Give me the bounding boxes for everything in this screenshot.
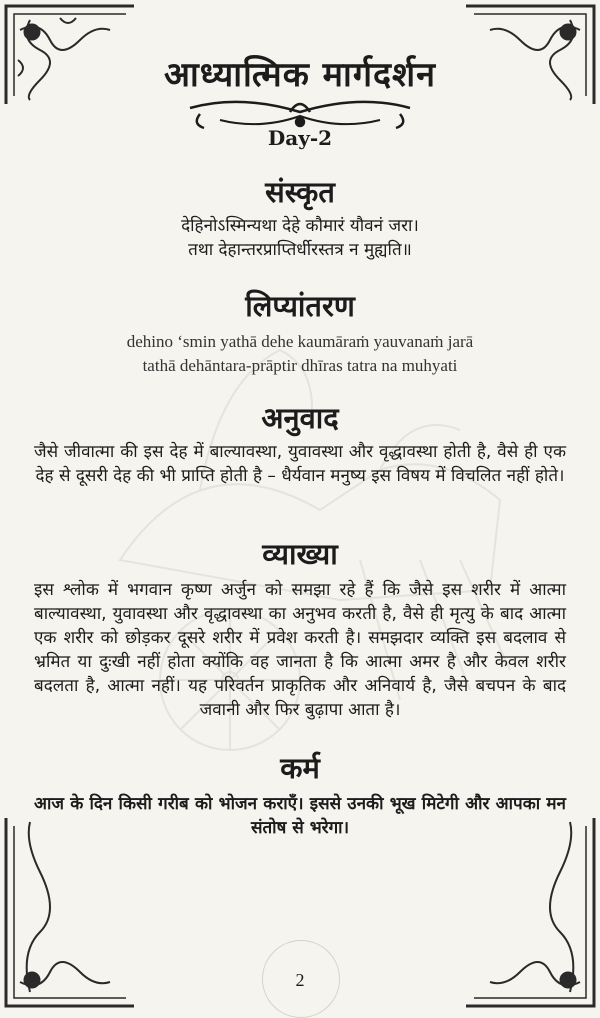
page-title: आध्यात्मिक मार्गदर्शन <box>163 55 437 95</box>
explanation-heading: व्याख्या <box>262 537 338 571</box>
sanskrit-line-2: तथा देहान्तरप्राप्तिर्धीरस्तत्र न मुह्यति॥ <box>188 240 412 260</box>
day-label: Day-2 <box>267 126 333 150</box>
sanskrit-line-1: देहिनोऽस्मिन्यथा देहे कौमारं यौवनं जरा। <box>181 216 419 236</box>
karma-heading: कर्म <box>280 751 320 785</box>
sanskrit-heading: संस्कृत <box>265 175 335 209</box>
transliteration-verse <box>34 330 566 378</box>
explanation-text: इस श्लोक में भगवान कृष्ण अर्जुन को समझा रहे हैं कि जैसे इस शरीर में आत्मा बाल्यावस्था, युवावस्था और वृद्धावस्था का अनुभव करती है, वैसे ही मृत्यु के बाद आत्मा एक शरीर को छोड़कर दूसरे शरीर में प्रवेश करती है। समझदार व्यक्ति इस बदलाव से भ्रमित या दुःखी नहीं होता क्योंकि वह जानता है कि आत्मा अमर है और केवल शरीर बदलता है, आत्मा नहीं। यह परिवर्तन प्राकृतिक और अनिवार्य है, जैसे बचपन के बाद जवानी और फिर बुढ़ापा आता है। <box>34 580 566 720</box>
transliteration-heading: लिप्यांतरण <box>245 289 355 323</box>
sanskrit-verse <box>34 214 566 262</box>
page-number: 2 <box>295 970 305 990</box>
translation-heading: अनुवाद <box>261 401 339 435</box>
transliteration-line-1: dehino ‘smin yathā dehe kaumāraṁ yauvanaṁ jarā <box>126 332 474 351</box>
transliteration-line-2: tathā dehāntara-prāptir dhīras tatra na muhyati <box>142 356 458 375</box>
translation-text: जैसे जीवात्मा की इस देह में बाल्यावस्था, युवावस्था और वृद्धावस्था होती है, वैसे ही एक देह से दूसरी देह की भी प्राप्ति होती है – धैर्यवान मनुष्य इस विषय में विचलित नहीं होते। <box>34 442 566 486</box>
karma-text: आज के दिन किसी गरीब को भोजन कराएँ। इससे उनकी भूख मिटेगी और आपका मन संतोष से भरेगा। <box>34 794 566 838</box>
